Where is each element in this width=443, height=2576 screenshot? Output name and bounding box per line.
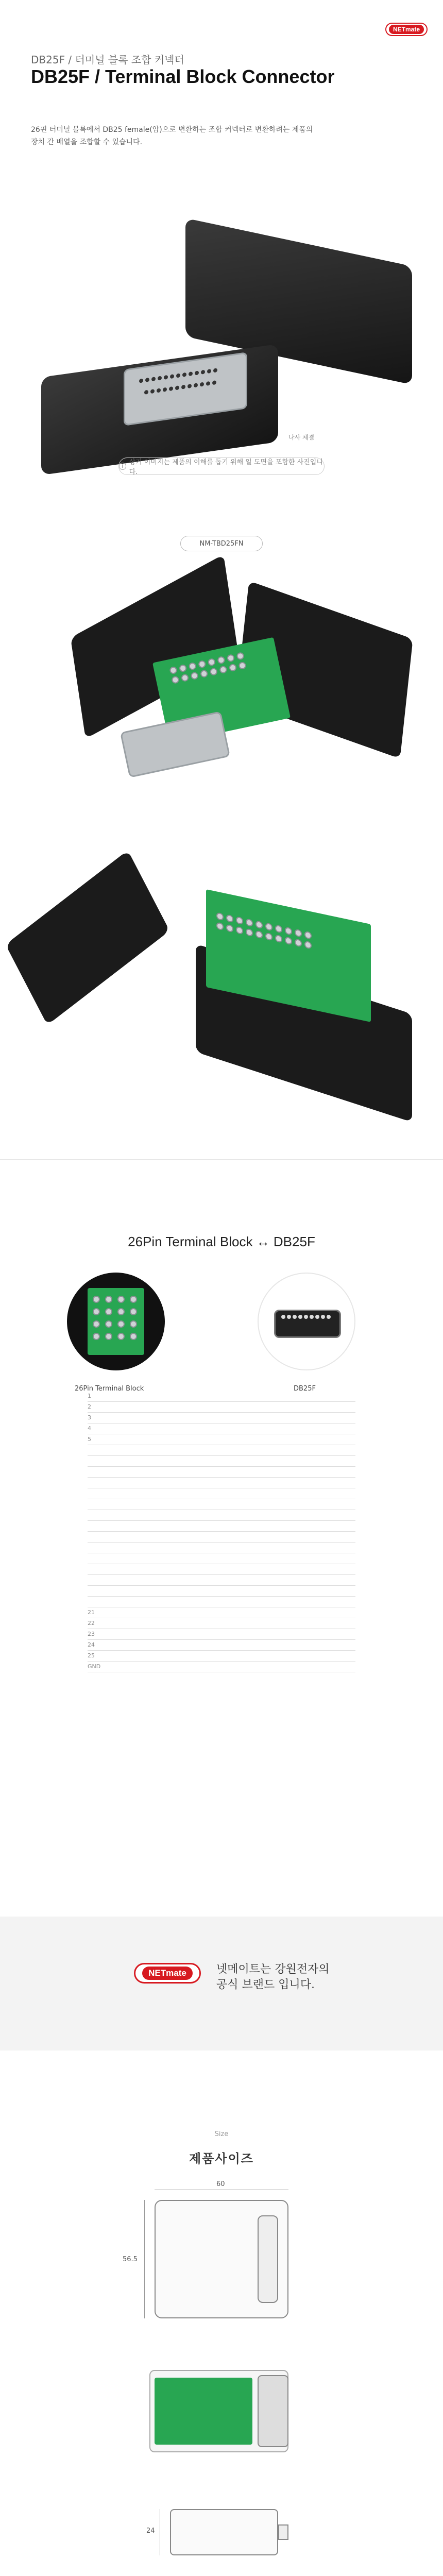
screw-callout: 나사 체결 (288, 434, 315, 441)
pinmap-title: 26Pin Terminal Block ↔ DB25F (128, 1234, 315, 1249)
size-section-title: 제품사이즈 (189, 2151, 254, 2166)
pin-number: 25 (88, 1652, 95, 1659)
pin-mapping-table (88, 1391, 355, 1672)
pin-number: GND (88, 1663, 101, 1670)
pin-number: 4 (88, 1425, 91, 1432)
model-badge: NM-TBD25FN (180, 536, 263, 551)
product-subtitle: DB25F / 터미널 블록 조합 커넥터 (31, 54, 184, 66)
width-dimension: 60 (216, 2180, 225, 2188)
pin-number: 21 (88, 1609, 95, 1616)
product-intro: 26핀 터미널 블록에서 DB25 female(암)으로 변환하는 조합 커넥터로 변환하려는 제품의 장치 간 배열을 조합할 수 있습니다. (31, 126, 313, 146)
pin-row (88, 1434, 355, 1445)
pin-row (88, 1510, 355, 1521)
pin-row (88, 1413, 355, 1423)
pin-row (88, 1488, 355, 1499)
section-divider (0, 1159, 443, 1160)
pin-number: 22 (88, 1620, 95, 1626)
pin-number: 3 (88, 1414, 91, 1421)
band-logo: NETmate (134, 1963, 201, 1984)
pin-row (88, 1543, 355, 1553)
depth-dimension: 24 (146, 2527, 155, 2535)
pin-row (88, 1629, 355, 1640)
terminal-block-photo (67, 1273, 165, 1370)
pin-row (88, 1521, 355, 1532)
pin-row (88, 1445, 355, 1456)
netmate-logo: NETmate (385, 23, 428, 36)
pin-row (88, 1651, 355, 1662)
pin-row (88, 1478, 355, 1488)
pin-number: 1 (88, 1393, 91, 1399)
pin-row (88, 1391, 355, 1402)
product-title: DB25F / Terminal Block Connector (31, 66, 335, 87)
pin-row (88, 1532, 355, 1543)
pin-row (88, 1499, 355, 1510)
db25f-photo (258, 1273, 355, 1370)
pin-row (88, 1640, 355, 1651)
pin-row (88, 1586, 355, 1597)
info-icon: i (119, 463, 126, 470)
pin-row (88, 1553, 355, 1564)
pin-row (88, 1607, 355, 1618)
pin-number: 5 (88, 1436, 91, 1443)
height-dimension: 56.5 (123, 2256, 138, 2263)
pin-number: 2 (88, 1403, 91, 1410)
pin-row (88, 1618, 355, 1629)
pin-row (88, 1456, 355, 1467)
brand-statement: 넷메이트는 강원전자의 공식 브랜드 입니다. (216, 1963, 330, 1991)
image-note: i 상기 이미지는 제품의 이해를 돕기 위해 일 도면을 포함한 사진입니다. (118, 457, 325, 475)
db25f-label: DB25F (294, 1385, 316, 1393)
pin-number: 23 (88, 1631, 95, 1637)
pin-row (88, 1662, 355, 1672)
pin-row (88, 1564, 355, 1575)
pin-row (88, 1423, 355, 1434)
terminal-block-label: 26Pin Terminal Block (75, 1385, 144, 1393)
pin-row (88, 1467, 355, 1478)
pin-row (88, 1402, 355, 1413)
pin-row (88, 1575, 355, 1586)
pin-row (88, 1597, 355, 1607)
size-section-label: Size (214, 2130, 229, 2138)
pin-number: 24 (88, 1641, 95, 1648)
